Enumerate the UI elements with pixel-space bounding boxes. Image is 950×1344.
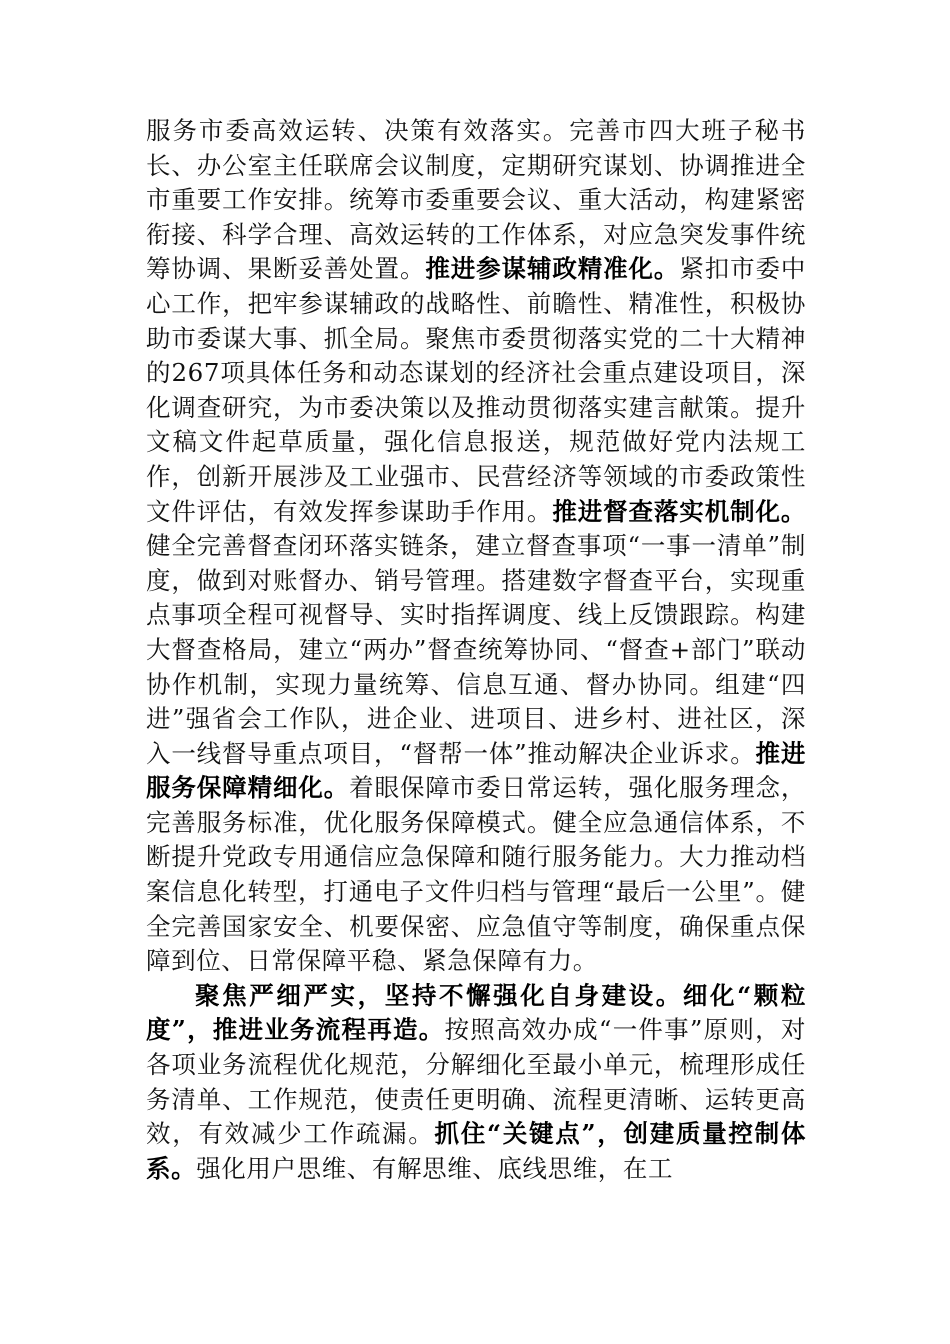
text-run: 紧扣市委中心工作，把牢参谋辅政的战略性、前瞻性、精准性，积极协助市委谋大事、抓全局。聚焦市委贯彻落实党的二十大精神的267项具体任务和动态谋划的经济社会重点建设项目，深化调查研究，为市委决策以及推动贯彻落实建言献策。提升文稿文件起草质量，强化信息报送，规范做好党内法规工作，创新开展涉及工业强市、民营经济等领域的市委政策性文件评估，有效发挥参谋助手作用。 xyxy=(146,254,807,526)
text-run: 着眼保障市委日常运转，强化服务理念，完善服务标准，优化服务保障模式。健全应急通信体系，不断提升党政专用通信应急保障和随行服务能力。大力推动档案信息化转型，打通电子文件归档与管理“最后一公里”。健全完善国家安全、机要保密、应急值守等制度，确保重点保障到位、日常保障平稳、紧急保障有力。 xyxy=(146,773,806,976)
paragraph-service-guarantee xyxy=(146,114,806,979)
text-run: 强化用户思维、有解思维、底线思维，在工 xyxy=(196,1153,674,1183)
body-text xyxy=(146,114,806,1186)
text-run: 按照高效办成“一件事”原则，对各项业务流程优化规范，分解细化至最小单元，梳理形成任务清单、工作规范，使责任更明确、流程更清晰、运转更高效，有效减少工作疏漏。 xyxy=(146,1015,806,1149)
bold-heading-advisory: 推进参谋辅政精准化。 xyxy=(425,254,680,284)
bold-heading-self-building: 聚焦严细严实，坚持不懈强化自身建设。细化“颗粒度”，推进业务流程再造。 xyxy=(146,980,806,1045)
bold-heading-service: 推进服务保障精细化。 xyxy=(146,738,806,803)
bold-heading-quality-control: 抓住“关键点”，创建质量控制体系。 xyxy=(146,1119,806,1183)
text-run: 健全完善督查闭环落实链条，建立督查事项“一事一清单”制度，做到对账督办、销号管理。搭建数字督查平台，实现重点事项全程可视督导、实时指挥调度、线上反馈跟踪。构建大督查格局，建立“两办”督查统筹协同、“督查+部门”联动协作机制，实现力量统筹、信息互通、督办协同。组建“四进”强省会工作队，进企业、进项目、进乡村、进社区，深入一线督导重点项目，“督帮一体”推动解决企业诉求。 xyxy=(146,531,806,768)
paragraph-self-building xyxy=(146,979,806,1187)
text-run: 服务市委高效运转、决策有效落实。完善市四大班子秘书长、办公室主任联席会议制度，定期研究谋划、协调推进全市重要工作安排。统筹市委重要会议、重大活动，构建紧密衔接、科学合理、高效运转的工作体系，对应急突发事件统筹协调、果断妥善处置。 xyxy=(146,116,806,284)
bold-heading-supervision: 推进督查落实机制化。 xyxy=(552,496,806,526)
